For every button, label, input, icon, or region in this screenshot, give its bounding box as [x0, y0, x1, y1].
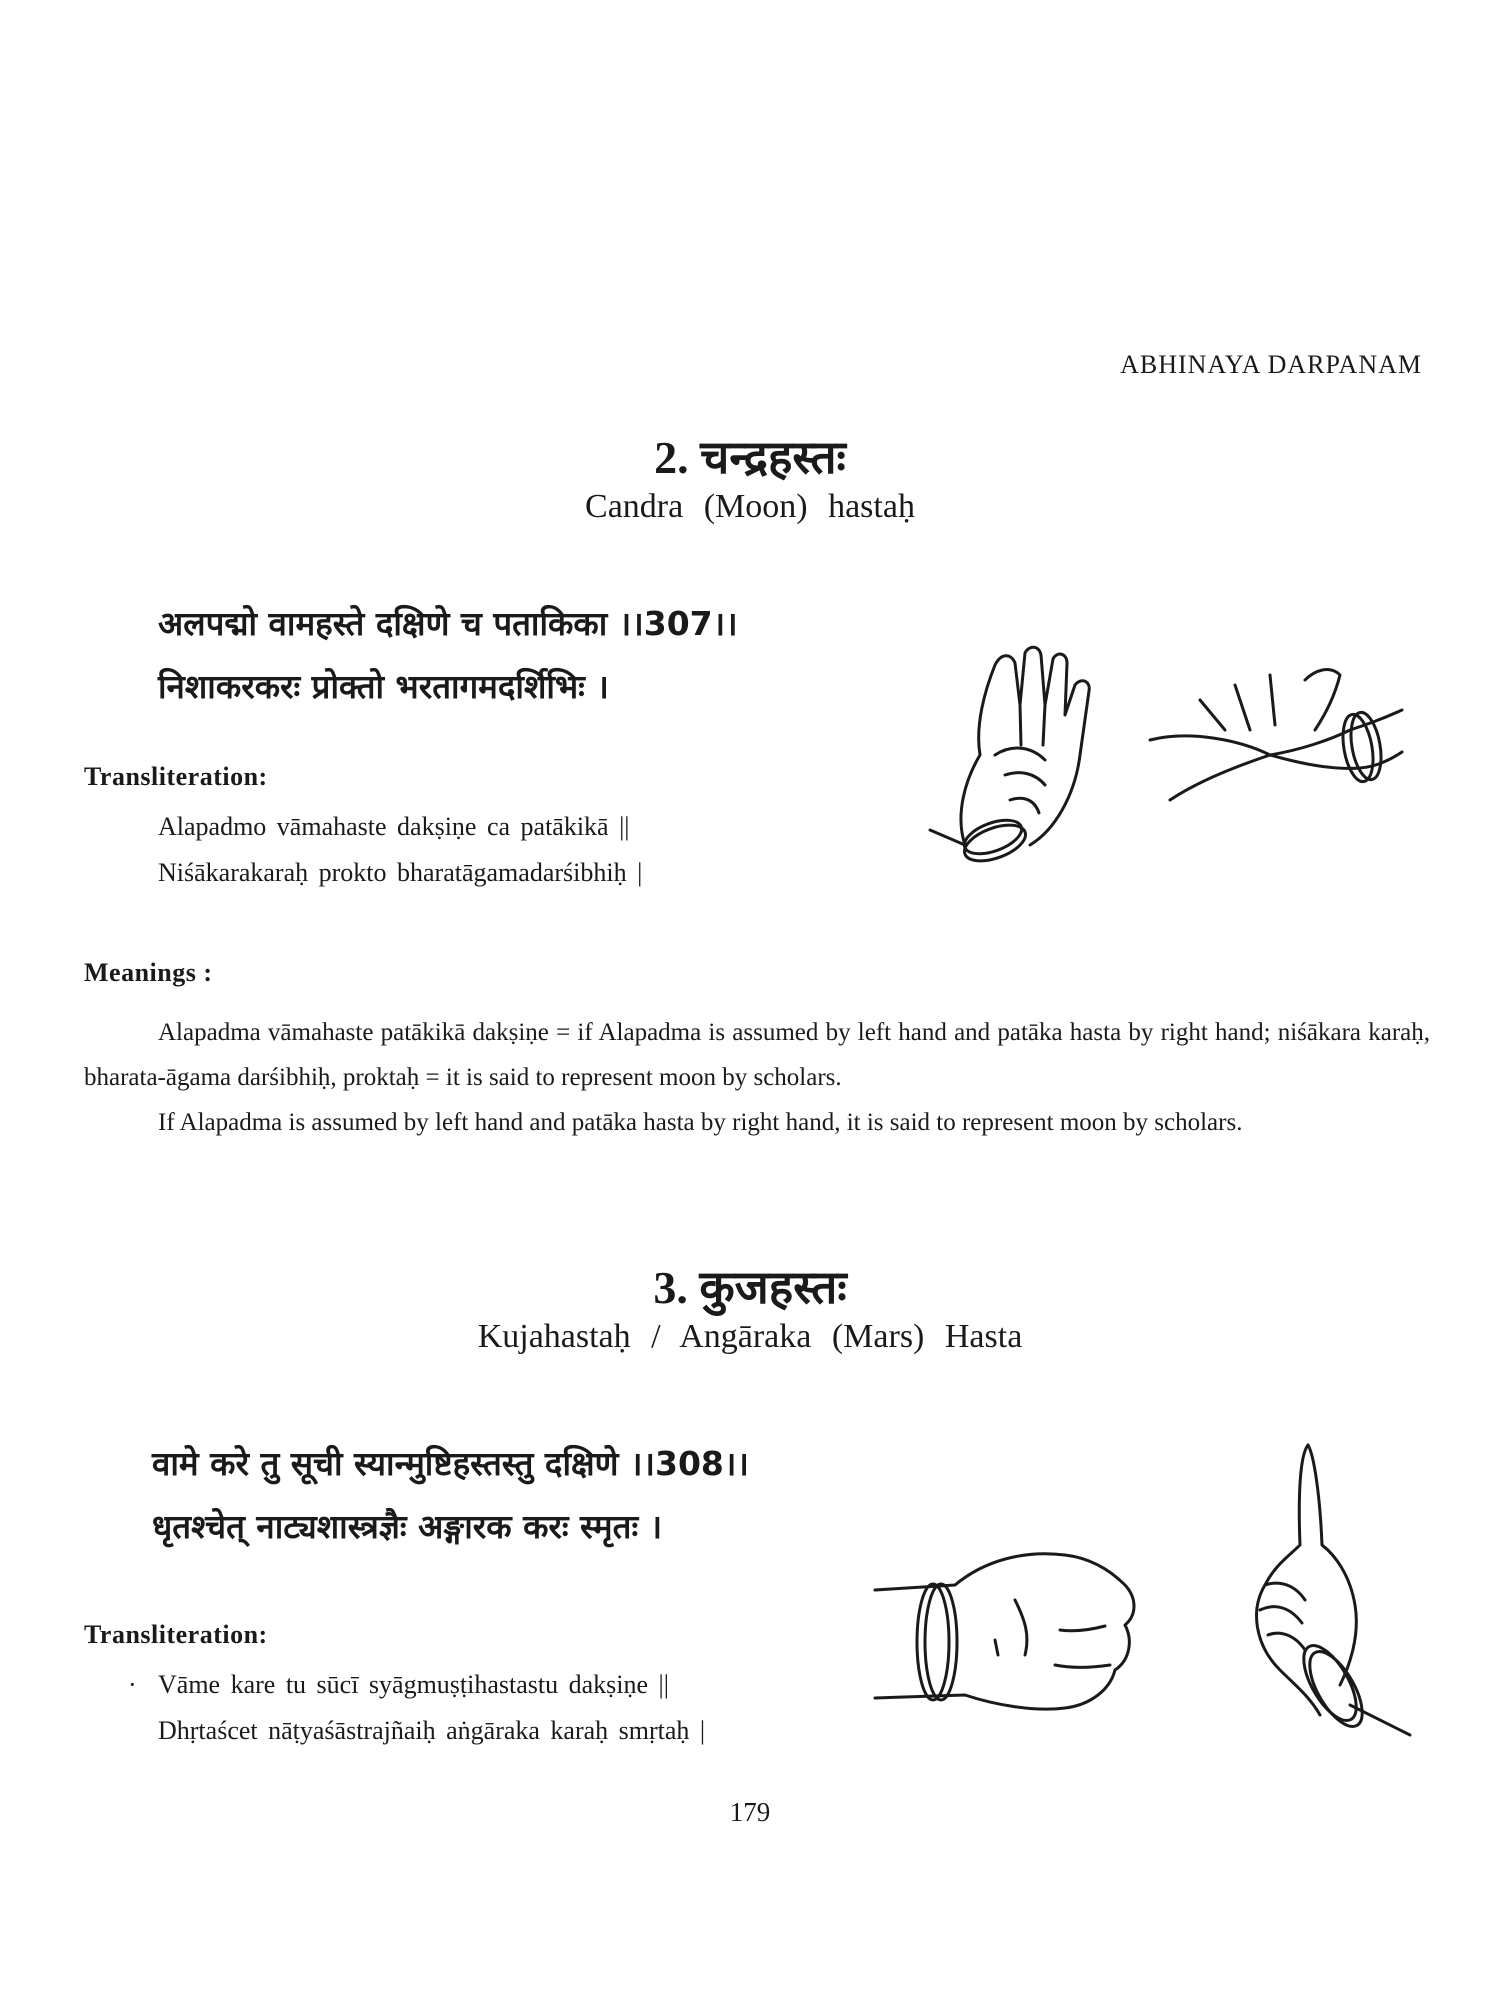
section-2-meaning-paragraph-2: If Alapadma is assumed by left hand and patāka hasta by right hand, it is said to represent moon by scholars. — [158, 1109, 1243, 1136]
mushti-fist-hand-illustration — [875, 1530, 1145, 1740]
section-3-verse-line-2: धृतश्चेत् नाट्यशास्त्रज्ञैः अङ्गारक करः स्मृतः । — [152, 1507, 663, 1546]
section-2-verse-line-2: निशाकरकरः प्रोक्तो भरतागमदर्शिभिः । — [158, 667, 609, 706]
section-3-translit-line-2: Dhṛtaścet nāṭyaśāstrajñaiḥ aṅgāraka karaḥ smṛtaḥ | — [158, 1716, 706, 1745]
section-2-meaning-paragraph-1: Alapadma vāmahaste patākikā dakṣiṇe = if Alapadma is assumed by left hand and patāka hasta by right hand; niśākara karaḥ, bharata-āgama darśibhiḥ, proktaḥ = it is said to represent moon by scholars. — [84, 1019, 1430, 1091]
section-2-subtitle: Candra (Moon) hastaḥ — [585, 488, 915, 525]
page-number: 179 — [729, 1797, 771, 1827]
section-2-transliteration-label: Transliteration: — [84, 762, 268, 791]
pataka-right-hand-illustration — [1140, 660, 1405, 810]
section-3-translit-line-1: Vāme kare tu sūcī syāgmuṣṭihastastu dakṣiṇe || — [158, 1670, 669, 1699]
section-3-transliteration-label: Transliteration: — [84, 1620, 268, 1649]
section-2-translit-line-2: Niśākarakaraḥ prokto bharatāgamadarśibhiḥ | — [158, 858, 643, 887]
section-2-meanings-label: Meanings : — [84, 958, 213, 987]
section-2-heading: 2. चन्द्रहस्तः — [654, 432, 846, 483]
suchi-index-finger-hand-illustration — [1210, 1435, 1415, 1735]
section-3-translit-bullet: · — [128, 1670, 137, 1699]
section-2-translit-line-1: Alapadmo vāmahaste dakṣiṇe ca patākikā || — [158, 812, 630, 841]
alapadma-left-hand-illustration — [935, 645, 1105, 860]
section-3-heading: 3. कुजहस्तः — [653, 1262, 847, 1313]
section-3-subtitle: Kujahastaḥ / Angāraka (Mars) Hasta — [477, 1318, 1023, 1355]
section-3-verse-line-1: वामे करे तु सूची स्यान्मुष्टिहस्तस्तु दक्षिणे ।।308।। — [152, 1444, 749, 1483]
section-2-verse-line-1: अलपद्मो वामहस्ते दक्षिणे च पताकिका ।।307।। — [158, 604, 738, 643]
running-head: ABHINAYA DARPANAM — [1120, 350, 1422, 379]
